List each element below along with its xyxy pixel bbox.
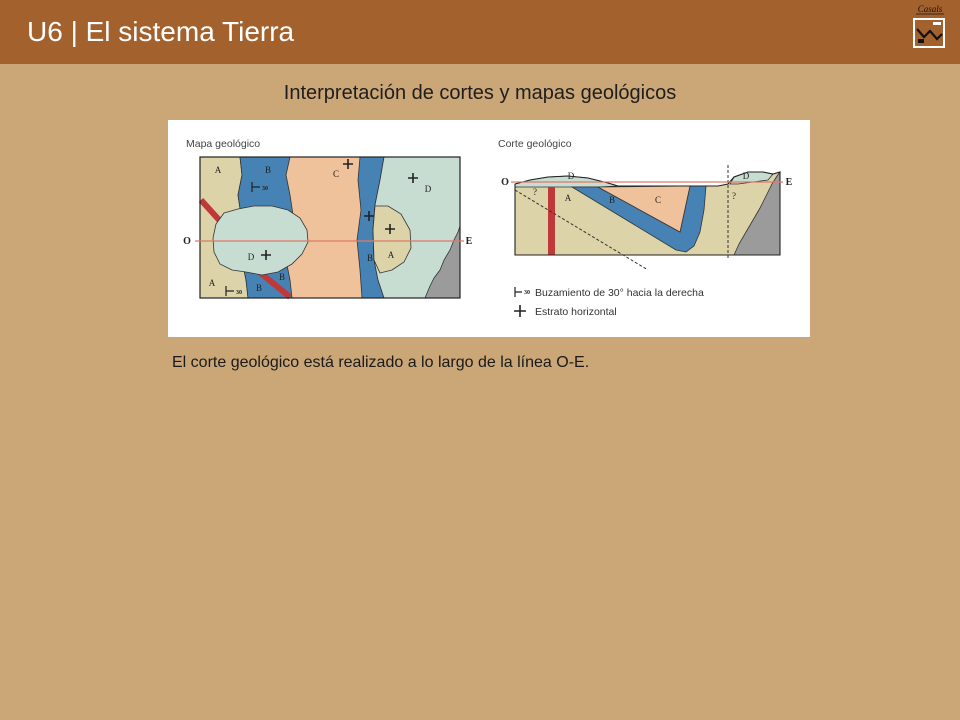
section-label-c: C <box>654 195 662 205</box>
logo-block <box>918 39 924 43</box>
figure-caption: El corte geológico está realizado a lo largo de la línea O-E. <box>172 354 590 371</box>
header-bar <box>0 0 960 64</box>
legend-dip-value: 30 <box>524 290 530 296</box>
legend-item-horizontal <box>514 305 617 318</box>
plus-symbol <box>514 305 526 317</box>
dip-symbol <box>515 287 522 297</box>
section-west-label: O <box>501 177 509 188</box>
dip-value: 30 <box>262 186 268 192</box>
map-label-a: A <box>214 165 222 175</box>
geologic-cross-section <box>498 138 793 270</box>
map-label-c: C <box>332 169 340 179</box>
map-label-d: D <box>247 252 255 262</box>
map-title: Mapa geológico <box>186 138 261 150</box>
map-label-a: A <box>208 278 216 288</box>
geology-figure <box>168 120 810 337</box>
casals-logo-icon <box>906 1 952 53</box>
geologic-map <box>183 138 473 298</box>
map-label-b: B <box>264 165 272 175</box>
section-label-b: B <box>608 195 616 205</box>
map-label-b: B <box>366 253 374 263</box>
section-dike <box>548 187 555 255</box>
slide-subtitle: Interpretación de cortes y mapas geológicos <box>283 82 677 104</box>
map-west-label: O <box>183 236 191 247</box>
figure-legend <box>514 287 704 318</box>
section-east-label: E <box>785 177 793 188</box>
section-label-d: D <box>567 171 575 181</box>
map-label-a: A <box>387 250 395 260</box>
logo-zigzag <box>917 29 942 39</box>
legend-dip-label: Buzamiento de 30° hacia la derecha <box>535 287 704 299</box>
map-east-label: E <box>465 236 473 247</box>
section-unknown-mark: ? <box>533 187 537 197</box>
section-title: Corte geológico <box>498 138 572 150</box>
dip-value: 30 <box>236 290 242 296</box>
map-label-b: B <box>278 272 286 282</box>
legend-horizontal-label: Estrato horizontal <box>535 306 617 318</box>
logo-mark <box>933 22 941 25</box>
legend-item-dip <box>515 287 704 299</box>
section-label-a: A <box>564 193 572 203</box>
map-label-d: D <box>424 184 432 194</box>
map-label-b: B <box>255 283 263 293</box>
slide-title: U6 | El sistema Tierra <box>27 16 295 47</box>
section-label-d: D <box>742 171 750 181</box>
section-unknown-mark: ? <box>732 191 736 201</box>
logo-text: Casals <box>917 4 943 14</box>
